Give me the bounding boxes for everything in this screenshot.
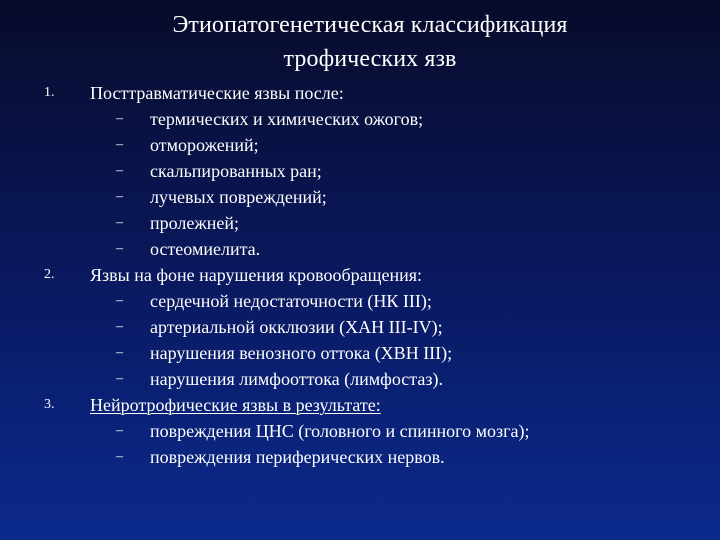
slide-title: [40, 8, 700, 76]
list-number: 3.: [44, 397, 55, 412]
sublist-text: скальпированных ран;: [150, 161, 322, 181]
sublist-text: артериальной окклюзии (ХАН III-IV);: [150, 317, 443, 337]
list-heading: Посттравматические язвы после:: [90, 83, 344, 103]
dash-bullet: –: [116, 215, 123, 230]
dash-bullet: –: [116, 189, 123, 204]
sublist-text: сердечной недостаточности (НК III);: [150, 291, 432, 311]
sublist-text: повреждения ЦНС (головного и спинного мозга);: [150, 421, 530, 441]
dash-bullet: –: [116, 163, 123, 178]
dash-bullet: –: [116, 319, 123, 334]
title-line-2: трофических язв: [283, 46, 457, 72]
classification-list: [0, 80, 720, 490]
dash-bullet: –: [116, 293, 123, 308]
dash-bullet: –: [116, 137, 123, 152]
list-number: 1.: [44, 85, 55, 100]
list-heading: Нейротрофические язвы в результате:: [90, 395, 381, 415]
sublist-text: остеомиелита.: [150, 239, 261, 259]
sublist-text: лучевых повреждений;: [150, 187, 327, 207]
list-heading: Язвы на фоне нарушения кровообращения:: [90, 265, 423, 285]
sublist-text: отморожений;: [150, 135, 259, 155]
sublist-text: повреждения периферических нервов.: [150, 447, 445, 467]
sublist-text: термических и химических ожогов;: [150, 109, 424, 129]
dash-bullet: –: [116, 423, 123, 438]
dash-bullet: –: [116, 345, 123, 360]
dash-bullet: –: [116, 111, 123, 126]
dash-bullet: –: [116, 449, 123, 464]
dash-bullet: –: [116, 241, 123, 256]
list-number: 2.: [44, 267, 55, 282]
dash-bullet: –: [116, 371, 123, 386]
sublist-text: пролежней;: [150, 213, 240, 233]
sublist-text: нарушения венозного оттока (ХВН III);: [150, 343, 453, 363]
title-line-1: Этиопатогенетическая классификация: [172, 12, 568, 38]
sublist-text: нарушения лимфооттока (лимфостаз).: [150, 369, 443, 389]
